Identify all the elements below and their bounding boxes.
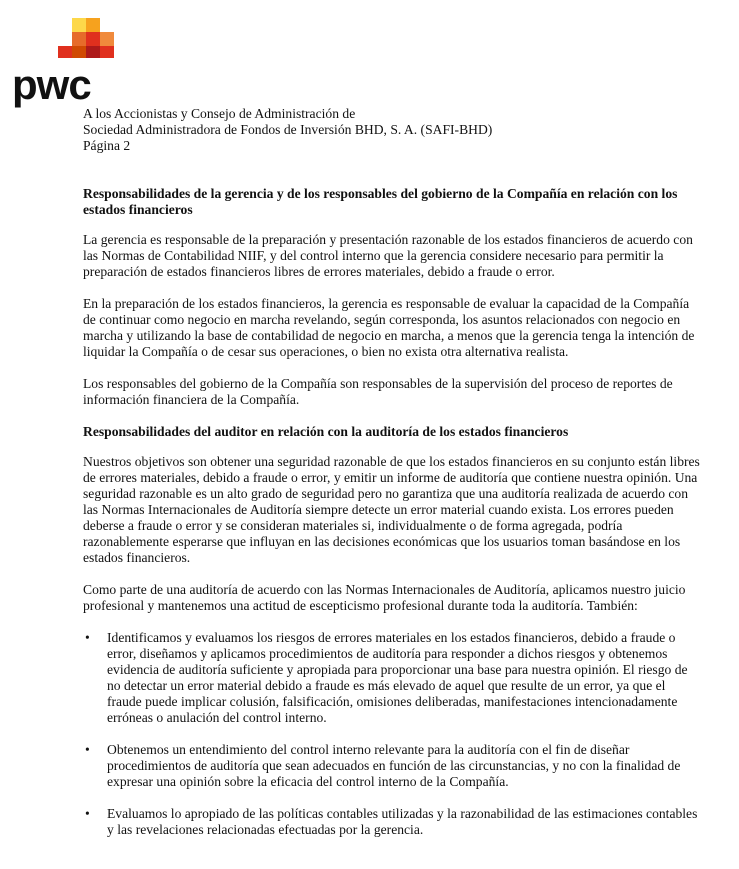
list-item-text: Obtenemos un entendimiento del control interno relevante para la auditoría con el fin de diseñar procedimientos de auditoría que sean adecuados en función de las circunstancias, y no con la finalidad de expresar una opinión sobre la eficacia del control interno de la Compañía. [107,742,681,789]
page-number: Página 2 [83,138,131,153]
list-item-text: Identificamos y evaluamos los riesgos de errores materiales en los estados financieros, debido a fraude o error, diseñamos y aplicamos procedimientos de auditoría para responder a dichos riesgos y obtenemos evidencia de auditoría suficiente y apropiada para proporcionar una base para nuestra opinión. El riesgo de no detectar un error material debido a fraude es más elevado de aquel que resulte de un error, ya que el fraude puede implicar colusión, falsificación, omisiones deliberadas, manifestaciones intencionadamente erróneas o anulación del control interno. [107,630,688,725]
paragraph-governance: Los responsables del gobierno de la Compañía son responsables de la supervisión del proceso de reportes de información financiera de la Compañía. [83,376,673,407]
paragraph-management-responsibility: La gerencia es responsable de la preparación y presentación razonable de los estados financieros de acuerdo con las Normas de Contabilidad NIIF, y del control interno que la gerencia considere necesario para permitir la preparación de estados financieros libres de errores materiales, debido a fraude o error. [83,232,693,279]
audit-procedures-list [83,630,703,838]
list-item [83,630,703,726]
section-heading-management: Responsabilidades de la gerencia y de los responsables del gobierno de la Compañía en relación con los estados financieros [83,186,678,217]
bullet-icon: • [85,806,90,821]
bullet-icon: • [85,742,90,757]
paragraph-audit-procedures-intro: Como parte de una auditoría de acuerdo con las Normas Internacionales de Auditoría, aplicamos nuestro juicio profesional y mantenemos una actitud de escepticismo profesional durante toda la auditoría. También: [83,582,686,613]
list-item [83,742,703,790]
address-line-1: A los Accionistas y Consejo de Administración de [83,106,356,121]
document-body [83,106,703,838]
pwc-logo-mark-icon [56,18,114,62]
list-item [83,806,703,838]
address-block [83,106,703,154]
list-item-text: Evaluamos lo apropiado de las políticas contables utilizadas y la razonabilidad de las estimaciones contables y las revelaciones relacionadas efectuadas por la gerencia. [107,806,698,837]
paragraph-audit-objectives: Nuestros objetivos son obtener una seguridad razonable de que los estados financieros en su conjunto están libres de errores materiales, debido a fraude o error, y emitir un informe de auditoría que contiene nuestra opinión. Una seguridad razonable es un alto grado de seguridad pero no garantiza que una auditoría realizada de acuerdo con las Normas Internacionales de Auditoría siempre detecte un error material cuando exista. Los errores pueden deberse a fraude o error y se consideran materiales si, individualmente o de forma agregada, podría razonablemente esperarse que influyan en las decisiones económicas que los usuarios toman basándose en los estados financieros. [83,454,700,565]
paragraph-going-concern: En la preparación de los estados financieros, la gerencia es responsable de evaluar la capacidad de la Compañía de continuar como negocio en marcha revelando, según corresponda, los asuntos relacionados con negocio en marcha y utilizando la base de contabilidad de negocio en marcha, a menos que la gerencia tenga la intención de liquidar la Compañía o de cesar sus operaciones, o bien no exista otra alternativa realista. [83,296,695,359]
section-heading-auditor: Responsabilidades del auditor en relación con la auditoría de los estados financieros [83,424,569,439]
pwc-logo [12,18,122,108]
pwc-logo-text: pwc [12,61,91,108]
address-line-2: Sociedad Administradora de Fondos de Inversión BHD, S. A. (SAFI-BHD) [83,122,493,137]
bullet-icon: • [85,630,90,645]
